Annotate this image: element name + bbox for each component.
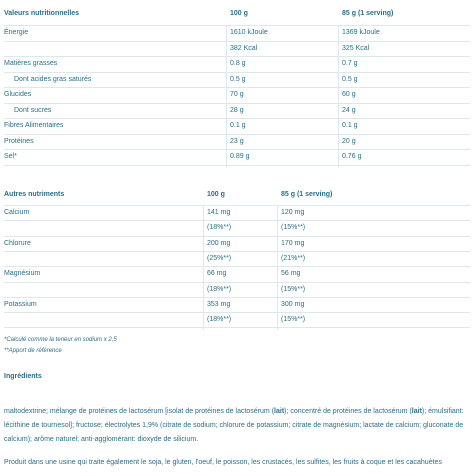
row-divider [4,72,470,73]
table-cell-100g: 0.8 g [230,60,246,67]
table-cell-100g: 23 g [230,137,244,145]
ingredients-text [4,405,470,447]
ingredients-title: Ingrédients [4,373,42,380]
row-divider [4,327,470,328]
nutrition-header-label: Valeurs nutritionnelles [4,10,80,17]
table-cell-100g: 1610 kJoule [230,29,268,36]
table-cell-100g: 0.5 g [230,75,246,83]
row-divider [4,25,470,26]
ingredients-part: maltodextrine; mélange de protéines de lactosérum [isolat de protéines de lactosérum ( [4,408,275,415]
table-row-label: Dont acides gras saturés [14,75,92,83]
table-cell-100g: (18%**) [207,285,232,293]
table-row-label: Magnésium [4,270,41,278]
table-cell-serving: 20 g [342,137,356,145]
table-cell-serving: 0.5 g [342,75,358,83]
row-divider [4,103,470,104]
table-cell-serving: (15%**) [281,285,306,293]
nutrition-header-serving: 85 g (1 serving) [342,10,394,17]
table-cell-serving: 24 g [342,106,356,114]
row-divider [4,297,470,298]
table-cell-100g: 200 mg [207,239,231,247]
other-header-serving: 85 g (1 serving) [281,191,333,198]
row-divider [4,165,470,166]
row-divider [4,236,470,237]
row-divider [4,56,470,57]
row-divider [4,87,470,88]
column-divider [338,26,339,168]
table-row-label: Potassium [4,300,37,308]
table-cell-serving: 56 mg [281,270,301,278]
allergen-lait: lait [274,408,285,415]
table-cell-100g: 141 mg [207,209,231,216]
row-divider [4,282,470,283]
table-cell-100g: (18%**) [207,316,232,324]
table-cell-serving: (15%**) [281,224,306,232]
other-header-label: Autres nutriments [4,191,65,198]
ingredients-part: ); émulsifiant: lécithine de tournesol]; fructose; électrolytes 1,9% (citrate de sodium; chlorure de potassium; citrate de magnésium; lactate de calcium; gluconate de calcium); arôme naturel; anti-agglomérant: dioxyde de silicium. [4,408,464,443]
table-cell-100g: 70 g [230,91,244,98]
table-row-label: Fibres Alimentaires [4,122,64,129]
table-cell-100g: 0.89 g [230,153,250,160]
row-divider [4,205,470,206]
table-cell-serving: (15%**) [281,316,306,324]
table-cell-100g: 353 mg [207,300,231,308]
column-divider [226,26,227,168]
table-row-label: Énergie [4,29,29,36]
row-divider [4,220,470,221]
table-row-label: Calcium [4,209,30,216]
table-cell-100g: (25%**) [207,254,232,262]
row-divider [4,149,470,150]
footnote-salt: *Calculé comme la teneur en sodium x 2,5 [4,337,117,343]
table-cell-serving: 60 g [342,91,356,98]
row-divider [4,134,470,135]
table-cell-serving: 325 Kcal [342,44,370,52]
row-divider [4,266,470,267]
footnote-reference: **Apport de référence [4,348,62,354]
allergen-note: Produit dans une usine qui traite également le soja, le gluten, l'oeuf, le poisson, les crustacés, les sulfites, les fruits à coque et les cacahuètes [4,459,442,466]
table-cell-serving: 0.76 g [342,153,362,160]
table-cell-serving: 170 mg [281,239,305,247]
row-divider [4,41,470,42]
table-cell-serving: 0.7 g [342,60,358,67]
row-divider [4,251,470,252]
table-row-label: Dont sucres [14,106,52,114]
table-cell-serving: 300 mg [281,300,305,308]
table-row-label: Protéines [4,137,34,145]
table-cell-serving: 0.1 g [342,122,358,129]
table-row-label: Chlorure [4,239,31,247]
allergen-lait: lait [411,408,422,415]
table-cell-serving: 120 mg [281,209,305,216]
table-row-label: Sel* [4,153,17,160]
table-cell-100g: 66 mg [207,270,227,278]
row-divider [4,118,470,119]
ingredients-part: ); concentré de protéines de lactosérum ( [284,408,412,415]
table-cell-serving: 1369 kJoule [342,29,380,36]
table-cell-100g: 0.1 g [230,122,246,129]
table-cell-serving: (21%**) [281,254,306,262]
other-header-100g: 100 g [207,191,225,198]
table-cell-100g: 28 g [230,106,244,114]
table-cell-100g: (18%**) [207,224,232,232]
nutrition-header-100g: 100 g [230,10,248,17]
table-row-label: Matières grasses [4,60,58,67]
row-divider [4,312,470,313]
table-row-label: Glucides [4,91,32,98]
table-cell-100g: 382 Kcal [230,44,258,52]
